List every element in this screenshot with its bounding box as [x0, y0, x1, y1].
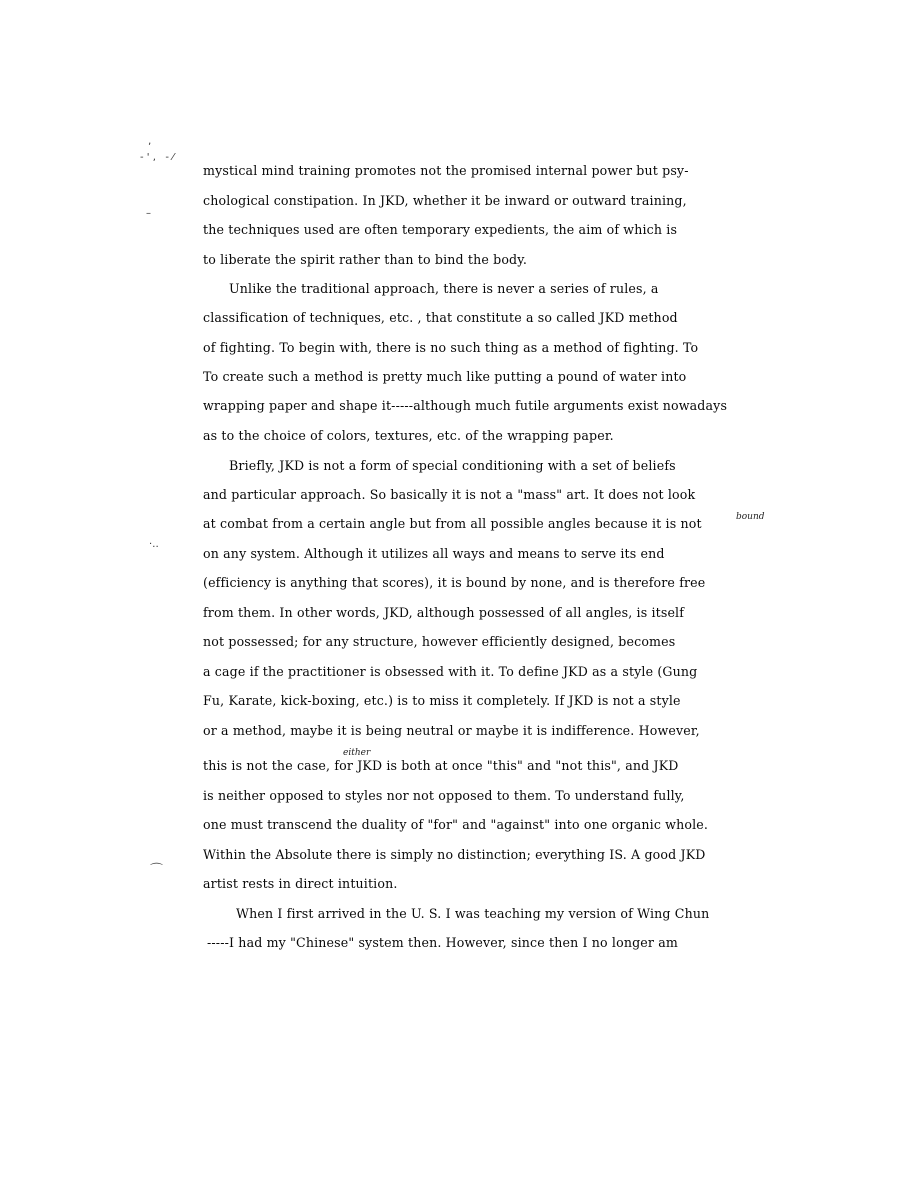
text-line: one must transcend the duality of "for" and "against" into one organic whole.	[203, 817, 709, 832]
handwritten-note-either: either	[343, 748, 371, 758]
text-line: is neither opposed to styles nor not opposed to them. To understand fully,	[203, 788, 685, 803]
text-line: a cage if the practitioner is obsessed with it. To define JKD as a style (Gung	[203, 664, 698, 679]
text-line: Within the Absolute there is simply no distinction; everything IS. A good JKD	[203, 847, 706, 862]
text-line: classification of techniques, etc. , that constitute a so called JKD method	[203, 310, 678, 325]
text-line: mystical mind training promotes not the promised internal power but psy-	[203, 163, 689, 178]
text-line: Briefly, JKD is not a form of special conditioning with a set of beliefs	[229, 458, 676, 473]
text-line: wrapping paper and shape it-----although much futile arguments exist nowadays	[203, 398, 728, 413]
text-line: as to the choice of colors, textures, etc. of the wrapping paper.	[203, 428, 614, 443]
text-line: at combat from a certain angle but from all possible angles because it is not	[203, 516, 702, 531]
scan-mark: ⌒	[150, 863, 164, 878]
text-line: To create such a method is pretty much like putting a pound of water into	[203, 369, 687, 384]
scan-mark: ‚	[148, 136, 152, 147]
text-line: Unlike the traditional approach, there is never a series of rules, a	[229, 281, 659, 296]
scan-mark: ‐ ' , ‐ ⁄	[140, 152, 174, 163]
handwritten-note-bound: bound	[736, 512, 765, 522]
text-line: to liberate the spirit rather than to bind the body.	[203, 252, 528, 267]
text-line: the techniques used are often temporary expedients, the aim of which is	[203, 222, 678, 237]
text-line: chological constipation. In JKD, whether it be inward or outward training,	[203, 193, 687, 208]
text-line: on any system. Although it utilizes all ways and means to serve its end	[203, 546, 665, 561]
text-line: not possessed; for any structure, however efficiently designed, becomes	[203, 634, 676, 649]
text-line: Fu, Karate, kick-boxing, etc.) is to miss it completely. If JKD is not a style	[203, 693, 681, 708]
text-line: and particular approach. So basically it is not a "mass" art. It does not look	[203, 487, 696, 502]
text-line: artist rests in direct intuition.	[203, 876, 398, 891]
text-line: from them. In other words, JKD, although possessed of all angles, is itself	[203, 605, 685, 620]
text-line: When I first arrived in the U. S. I was teaching my version of Wing Chun	[236, 906, 710, 921]
text-line: this is not the case, for JKD is both at once "this" and "not this", and JKD	[203, 758, 679, 773]
text-line: (efficiency is anything that scores), it is bound by none, and is therefore free	[203, 575, 706, 590]
text-line: -----I had my "Chinese" system then. However, since then I no longer am	[207, 935, 678, 950]
text-line: or a method, maybe it is being neutral or maybe it is indifference. However,	[203, 723, 700, 738]
scan-mark: –	[146, 208, 151, 219]
scan-mark: ·‥	[149, 539, 159, 550]
text-line: of fighting. To begin with, there is no such thing as a method of fighting. To	[203, 340, 699, 355]
